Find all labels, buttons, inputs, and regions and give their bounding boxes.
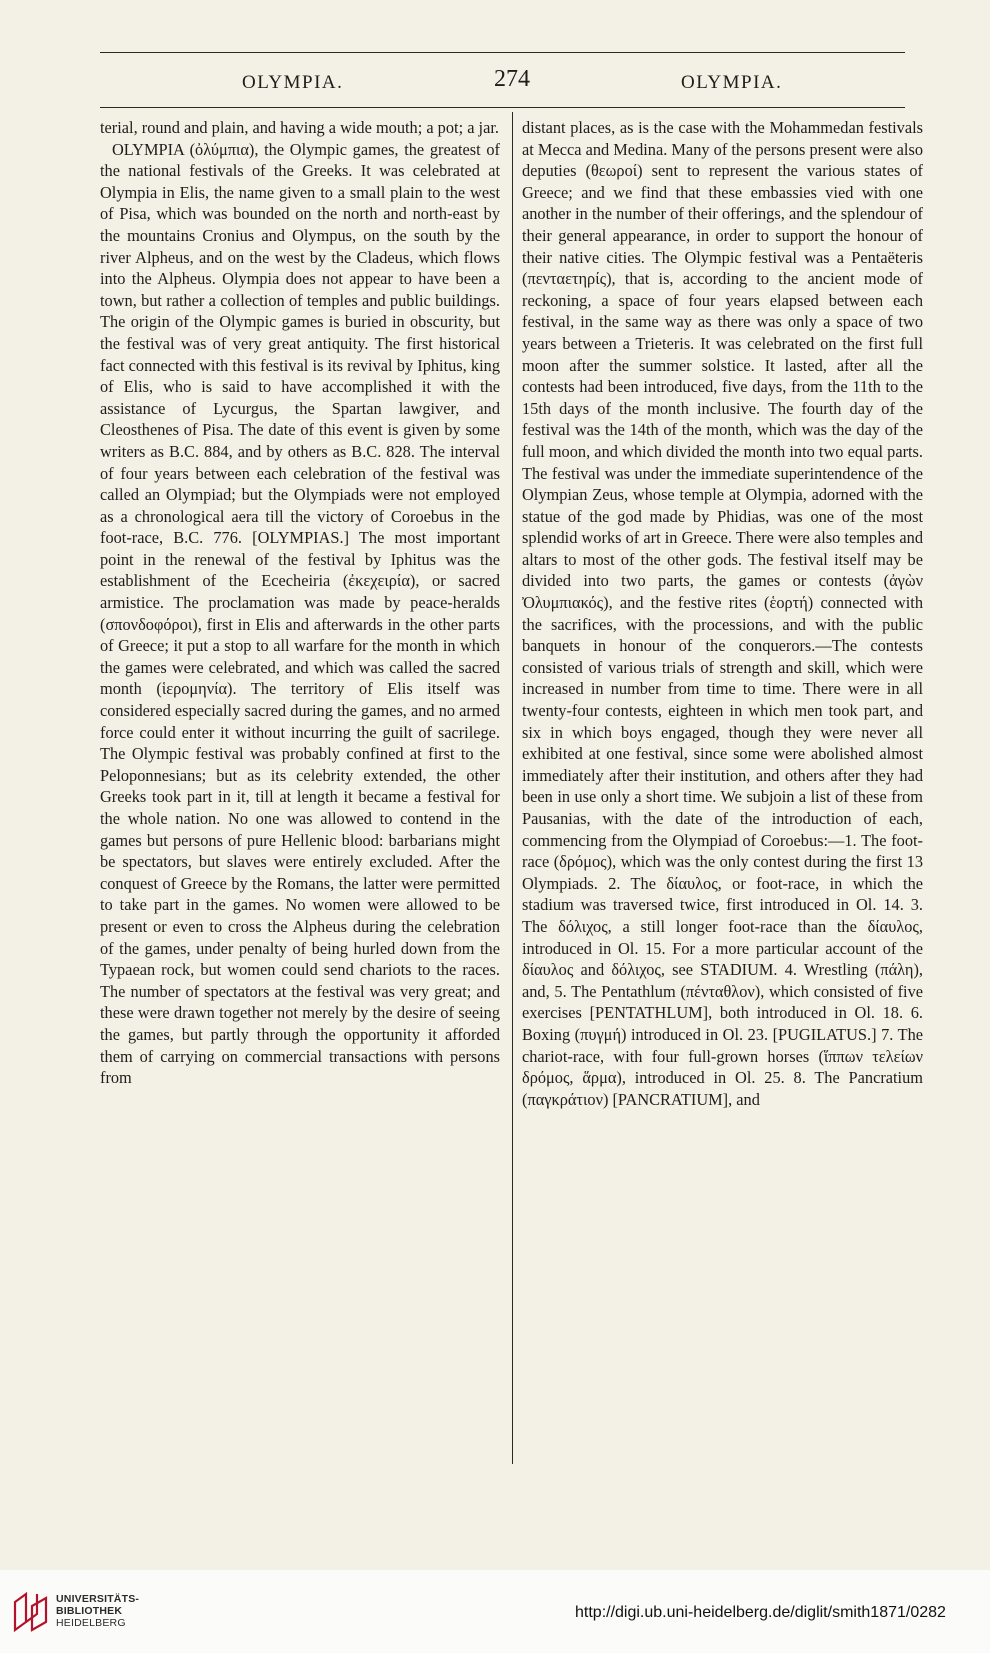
paragraph: terial, round and plain, and having a wide mouth; a pot; a jar. (100, 118, 499, 137)
top-rule (100, 52, 905, 53)
right-column (522, 117, 923, 1110)
column-divider (512, 112, 513, 1464)
running-header (100, 66, 905, 96)
source-url[interactable]: http://digi.ub.uni-heidelberg.de/diglit/smith1871/0282 (575, 1604, 946, 1621)
page-number: 274 (494, 66, 530, 92)
library-name: UNIVERSITÄTS- BIBLIOTHEK HEIDELBERG (56, 1593, 140, 1629)
left-column (100, 117, 500, 1089)
header-left-title: OLYMPIA. (242, 72, 344, 93)
library-logo-icon (12, 1592, 50, 1632)
header-rule (100, 107, 905, 108)
header-right-title: OLYMPIA. (681, 72, 783, 93)
paragraph: distant places, as is the case with the Mohammedan festivals at Mecca and Medina. Many of the persons present were also deputies (θεωροί) sent to represent the various states of Greece; and we find that these embassies vied with one another in the number of their offerings, and the splendour of their general appearance, in order to support the honour of their native cities. The Olympic festival was a Pentaëteris (πενταετηρίς), that is, according to the ancient mode of reckoning, a space of four years elapsed between each festival, in the same way as there was only a space of two years between a Trieteris. It was celebrated on the first full moon after the summer solstice. It lasted, after all the contests had been introduced, five days, from the 11th to the 15th days of the month inclusive. The fourth day of the festival was the 14th of the month, which was the day of the full moon, and which divided the month into two equal parts. The festival was under the immediate superintendence of the Olympian Zeus, whose temple at Olympia, adorned with the statue of the god made by Phidias, was one of the most splendid works of art in Greece. There were also temples and altars to most of the other gods. The festival itself may be divided into two parts, the games or contests (ἀγὼν Ὀλυμπιακός), and the festive rites (ἑορτή) connected with the sacrifices, with the processions, and with the public banquets in honour of the conquerors.—The contests consisted of various trials of strength and skill, which were increased in number from time to time. There were in all twenty-four contests, eighteen in which men took part, and six in which boys engaged, though they were never all exhibited at one festival, since some were abolished almost immediately after their institution, and others after they had been in use only a short time. We subjoin a list of these from Pausanias, with the date of the introduction of each, commencing from the Olympiad of Coroebus:—1. The foot-race (δρόμος), which was the only contest during the first 13 Olympiads. 2. The δίαυλος, or foot-race, in which the stadium was traversed twice, first introduced in Ol. 14. 3. The δόλιχος, a still longer foot-race than the δίαυλος, introduced in Ol. 15. For a more particular account of the δίαυλος and δόλιχος, see STADIUM. 4. Wrestling (πάλη), and, 5. The Pentathlum (πένταθλον), which consisted of five exercises [PENTATHLUM], both introduced in Ol. 18. 6. Boxing (πυγμή) introduced in Ol. 23. [PUGILATUS.] 7. The chariot-race, with four full-grown horses (ἵππων τελείων δρόμος, ἅρμα), introduced in Ol. 25. 8. The Pancratium (παγκράτιον) [PANCRATIUM], and (522, 118, 923, 1109)
paragraph: OLYMPIA (ὀλύμπια), the Olympic games, the greatest of the national festivals of the Greeks. It was celebrated at Olympia in Elis, the name given to a small plain to the west of Pisa, which was bounded on the north and north-east by the mountains Cronius and Olympus, on the south by the river Alpheus, and on the west by the Cladeus, which flows into the Alpheus. Olympia does not appear to have been a town, but rather a collection of temples and public buildings. The origin of the Olympic games is buried in obscurity, but the festival was of very great antiquity. The first historical fact connected with this festival is its revival by Iphitus, king of Elis, who is said to have accomplished it with the assistance of Lycurgus, the Spartan lawgiver, and Cleosthenes of Pisa. The date of this event is given by some writers as B.C. 884, and by others as B.C. 828. The interval of four years between each celebration of the festival was called an Olympiad; but the Olympiads were not employed as a chronological aera till the victory of Coroebus in the foot-race, B.C. 776. [OLYMPIAS.] The most important point in the renewal of the festival by Iphitus was the establishment of the Ececheiria (ἐκεχειρία), or sacred armistice. The proclamation was made by peace-heralds (σπονδοφόροι), first in Elis and afterwards in the other parts of Greece; it put a stop to all warfare for the month in which the games were celebrated, and which was called the sacred month (ἱερομηνία). The territory of Elis itself was considered especially sacred during the games, and no armed force could enter it without incurring the guilt of sacrilege. The Olympic festival was probably confined at first to the Peloponnesians; but as its celebrity extended, the other Greeks took part in it, till at length it became a festival for the whole nation. No one was allowed to contend in the games but persons of pure Hellenic blood: barbarians might be spectators, but slaves were entirely excluded. After the conquest of Greece by the Romans, the latter were permitted to take part in the games. No women were allowed to be present or even to cross the Alpheus during the celebration of the games, under penalty of being hurled down from the Typaean rock, but women could send chariots to the races. The number of spectators at the festival was very great; and these were drawn together not merely by the desire of seeing the games, but partly through the opportunity it afforded them of carrying on commercial transactions with persons from (100, 139, 500, 1088)
